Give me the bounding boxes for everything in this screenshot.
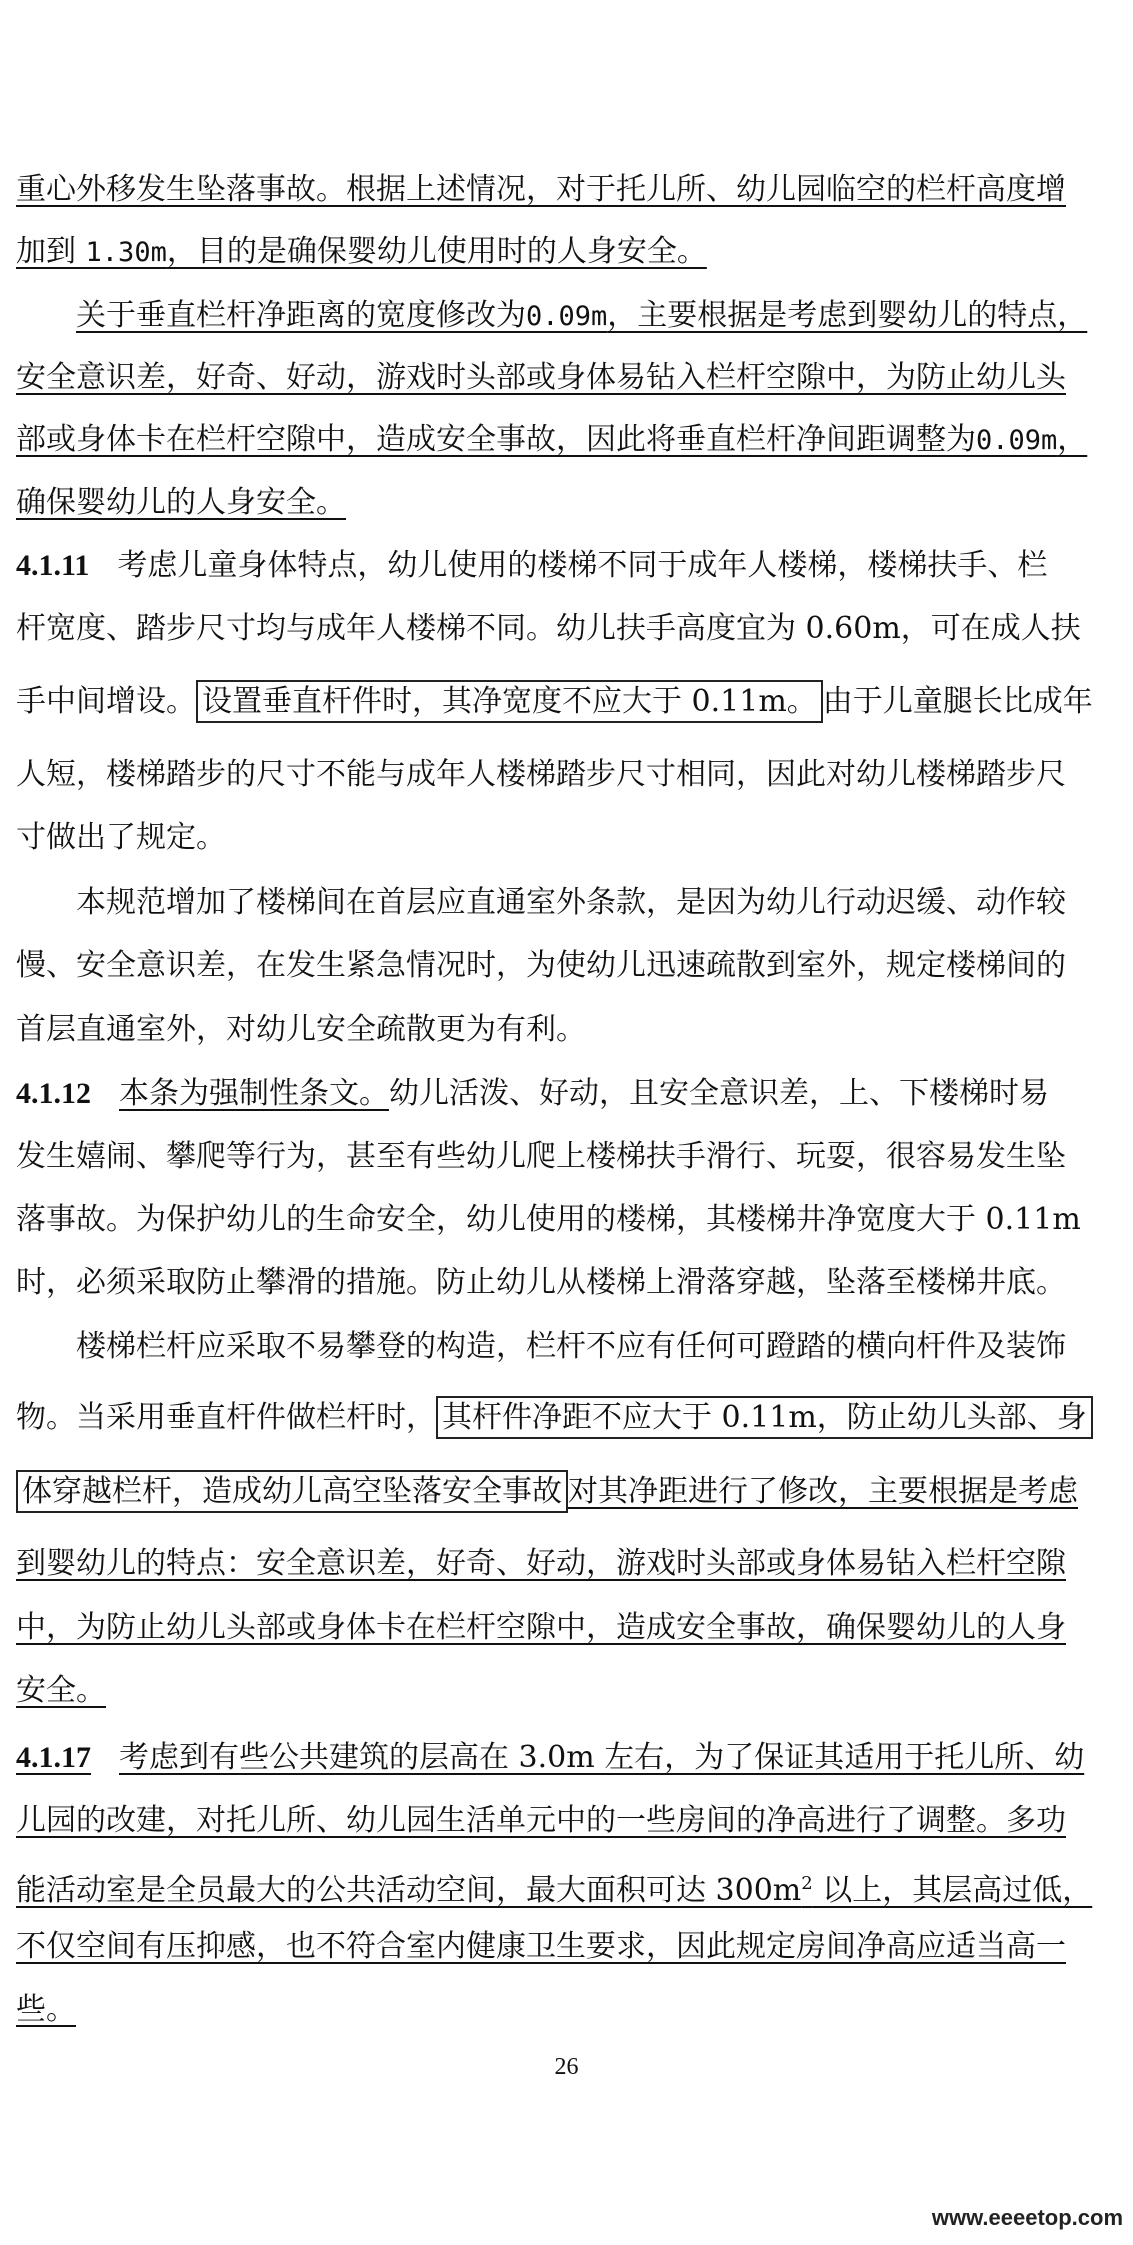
text-line: 儿园的改建，对托儿所、幼儿园生活单元中的一些房间的净高进行了调整。多功 xyxy=(16,1803,1066,1838)
text-line: 人短，楼梯踏步的尺寸不能与成年人楼梯踏步尺寸相同，因此对幼儿楼梯踏步尺 xyxy=(16,757,1066,792)
clause-number: 4.1.12 xyxy=(16,1077,91,1110)
text-line: 本规范增加了楼梯间在首层应直通室外条款，是因为幼儿行动迟缓、动作较 xyxy=(76,885,1066,920)
text-line: 部或身体卡在栏杆空隙中，造成安全事故，因此将垂直栏杆净间距调整为0.09m， xyxy=(16,422,1088,457)
text-line: 体穿越栏杆，造成幼儿高空坠落安全事故 对其净距进行了修改，主要根据是考虑 xyxy=(16,1472,1118,1512)
clause-number: 4.1.11 xyxy=(16,549,90,582)
text-line: 些。 xyxy=(16,1992,76,2027)
text-line: 慢、安全意识差，在发生紧急情况时，为使幼儿迅速疏散到室外，规定楼梯间的 xyxy=(16,948,1066,983)
clause-number: 4.1.17 xyxy=(16,1741,91,1774)
text-line: 不仅空间有压抑感，也不符合室内健康卫生要求，因此规定房间净高应适当高一 xyxy=(16,1929,1066,1964)
text-line: 到婴幼儿的特点：安全意识差，好奇、好动，游戏时头部或身体易钻入栏杆空隙 xyxy=(16,1546,1066,1581)
text-line: 首层直通室外，对幼儿安全疏散更为有利。 xyxy=(16,1012,586,1047)
clause-4-1-12: 4.1.12 本条为强制性条文。幼儿活泼、好动，且安全意识差，上、下楼梯时易 xyxy=(16,1076,1049,1111)
boxed-provision: 设置垂直杆件时，其净宽度不应大于 0.11m。 xyxy=(196,680,823,723)
text-line: 手中间增设。 设置垂直杆件时，其净宽度不应大于 0.11m。 由于儿童腿长比成年 xyxy=(16,682,1118,722)
text-line: 寸做出了规定。 xyxy=(16,820,226,855)
text-line: 安全意识差，好奇、好动，游戏时头部或身体易钻入栏杆空隙中，为防止幼儿头 xyxy=(16,360,1066,395)
text-line: 发生嬉闹、攀爬等行为，甚至有些幼儿爬上楼梯扶手滑行、玩耍，很容易发生坠 xyxy=(16,1139,1066,1174)
text-line: 确保婴幼儿的人身安全。 xyxy=(16,485,346,520)
text-line: 关于垂直栏杆净距离的宽度修改为0.09m，主要根据是考虑到婴幼儿的特点， xyxy=(76,298,1088,333)
clause-4-1-17: 4.1.17 考虑到有些公共建筑的层高在 3.0m 左右，为了保证其适用于托儿所、幼 xyxy=(16,1740,1085,1775)
text-line: 落事故。为保护幼儿的生命安全，幼儿使用的楼梯，其楼梯井净宽度大于 0.11m xyxy=(16,1202,1081,1237)
text-line: 楼梯栏杆应采取不易攀登的构造，栏杆不应有任何可蹬踏的横向杆件及装饰 xyxy=(76,1329,1066,1364)
text-line: 重心外移发生坠落事故。根据上述情况，对于托儿所、幼儿园临空的栏杆高度增 xyxy=(16,172,1066,207)
watermark: www.eeeetop.com xyxy=(931,2205,1123,2230)
text-line: 加到 1.30m，目的是确保婴幼儿使用时的人身安全。 xyxy=(16,234,707,269)
boxed-provision: 其杆件净距不应大于 0.11m，防止幼儿头部、身 xyxy=(436,1396,1093,1439)
text-line: 能活动室是全员最大的公共活动空间，最大面积可达 $300m^2$ 以上，其层高过低， xyxy=(16,1873,1093,1908)
text-line: 中，为防止幼儿头部或身体卡在栏杆空隙中，造成安全事故，确保婴幼儿的人身 xyxy=(16,1610,1066,1645)
text-line: 安全。 xyxy=(16,1673,106,1708)
text-line: 时，必须采取防止攀滑的措施。防止幼儿从楼梯上滑落穿越，坠落至楼梯井底。 xyxy=(16,1265,1066,1300)
page-number: 26 xyxy=(554,2054,579,2080)
text-line: 物。当采用垂直杆件做栏杆时， 其杆件净距不应大于 0.11m，防止幼儿头部、身 xyxy=(16,1398,1118,1438)
boxed-provision: 体穿越栏杆，造成幼儿高空坠落安全事故 xyxy=(16,1470,568,1513)
text-line: 杆宽度、踏步尺寸均与成年人楼梯不同。幼儿扶手高度宜为 0.60m，可在成人扶 xyxy=(16,611,1081,646)
clause-4-1-11: 4.1.11 考虑儿童身体特点，幼儿使用的楼梯不同于成年人楼梯，楼梯扶手、栏 xyxy=(16,548,1048,583)
